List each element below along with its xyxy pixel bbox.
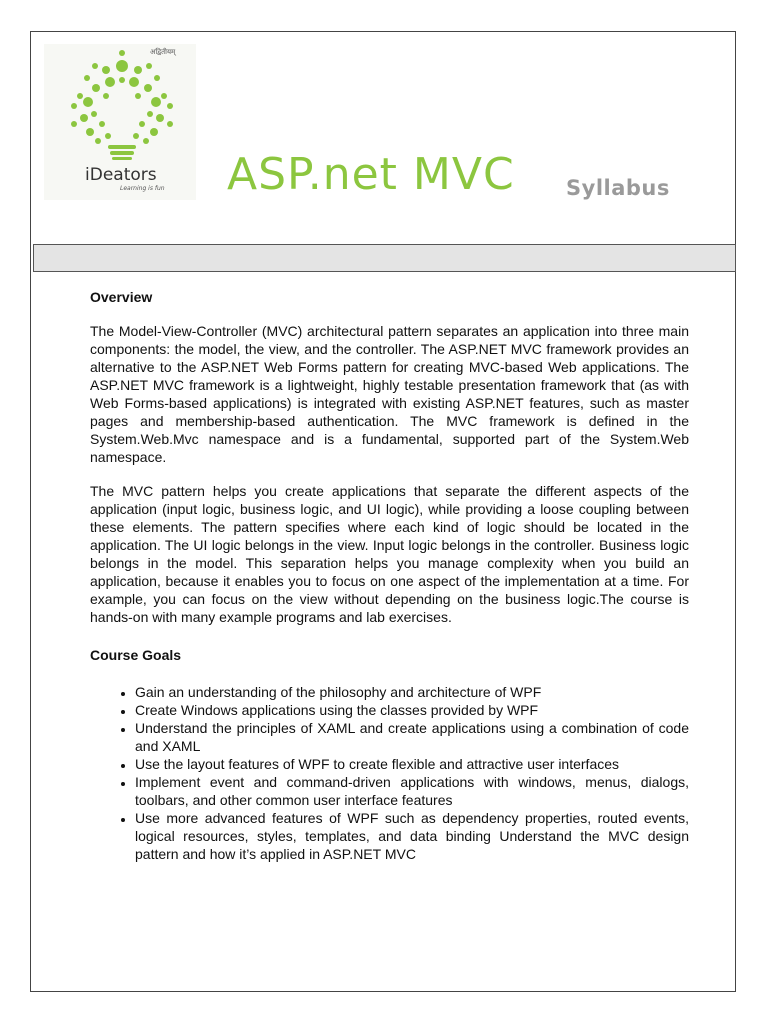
ideators-logo bbox=[44, 44, 196, 200]
list-item: • Use the layout features of WPF to create flexible and attractive user interfaces bbox=[135, 755, 689, 773]
overview-heading: Overview bbox=[90, 289, 153, 305]
list-item: • Use more advanced features of WPF such as dependency properties, routed events, logical resources, styles, templates, and data binding Understand the MVC design pattern and how it’s applied in ASP.NET MVC bbox=[135, 809, 689, 863]
list-item: • Create Windows applications using the classes provided by WPF bbox=[135, 701, 689, 719]
page-title: ASP.net MVC bbox=[227, 149, 515, 200]
overview-paragraph-2: The MVC pattern helps you create applications that separate the different aspects of the application (input logic, business logic, and UI logic), while providing a loose coupling between these elements. The pattern specifies where each kind of logic should be located in the application. The UI logic belongs in the view. Input logic belongs in the controller. Business logic belongs in the model. This separation helps you manage complexity when you build an application, because it enables you to focus on one aspect of the implementation at a time. For example, you can focus on the view without depending on the business logic.The course is hands-on with many example programs and lab exercises. bbox=[90, 483, 689, 625]
header-divider-bar bbox=[33, 244, 736, 272]
logo-tagline: Learning is fun bbox=[120, 185, 165, 192]
list-item: • Understand the principles of XAML and create applications using a combination of code and XAML bbox=[135, 719, 689, 755]
syllabus-content bbox=[90, 288, 689, 863]
course-goals-list bbox=[90, 683, 689, 863]
page-subtitle: Syllabus bbox=[566, 176, 670, 200]
list-item: • Implement event and command-driven applications with windows, menus, dialogs, toolbars, and other common user interface features bbox=[135, 773, 689, 809]
logo-name: iDeators bbox=[85, 165, 157, 185]
course-goals-heading: Course Goals bbox=[90, 647, 182, 663]
logo-hindi-text: अद्वितीयम् bbox=[150, 48, 176, 56]
overview-paragraph-1: The Model-View-Controller (MVC) architectural pattern separates an application into three main components: the model, the view, and the controller. The ASP.NET MVC framework provides an alternative to the ASP.NET Web Forms pattern for creating MVC-based Web applications. The ASP.NET MVC framework is a lightweight, highly testable presentation framework that (as with Web Forms-based applications) is integrated with existing ASP.NET features, such as master pages and membership-based authentication. The MVC framework is defined in the System.Web.Mvc namespace and is a fundamental, supported part of the System.Web namespace. bbox=[90, 323, 689, 465]
list-item: • Gain an understanding of the philosophy and architecture of WPF bbox=[135, 683, 689, 701]
